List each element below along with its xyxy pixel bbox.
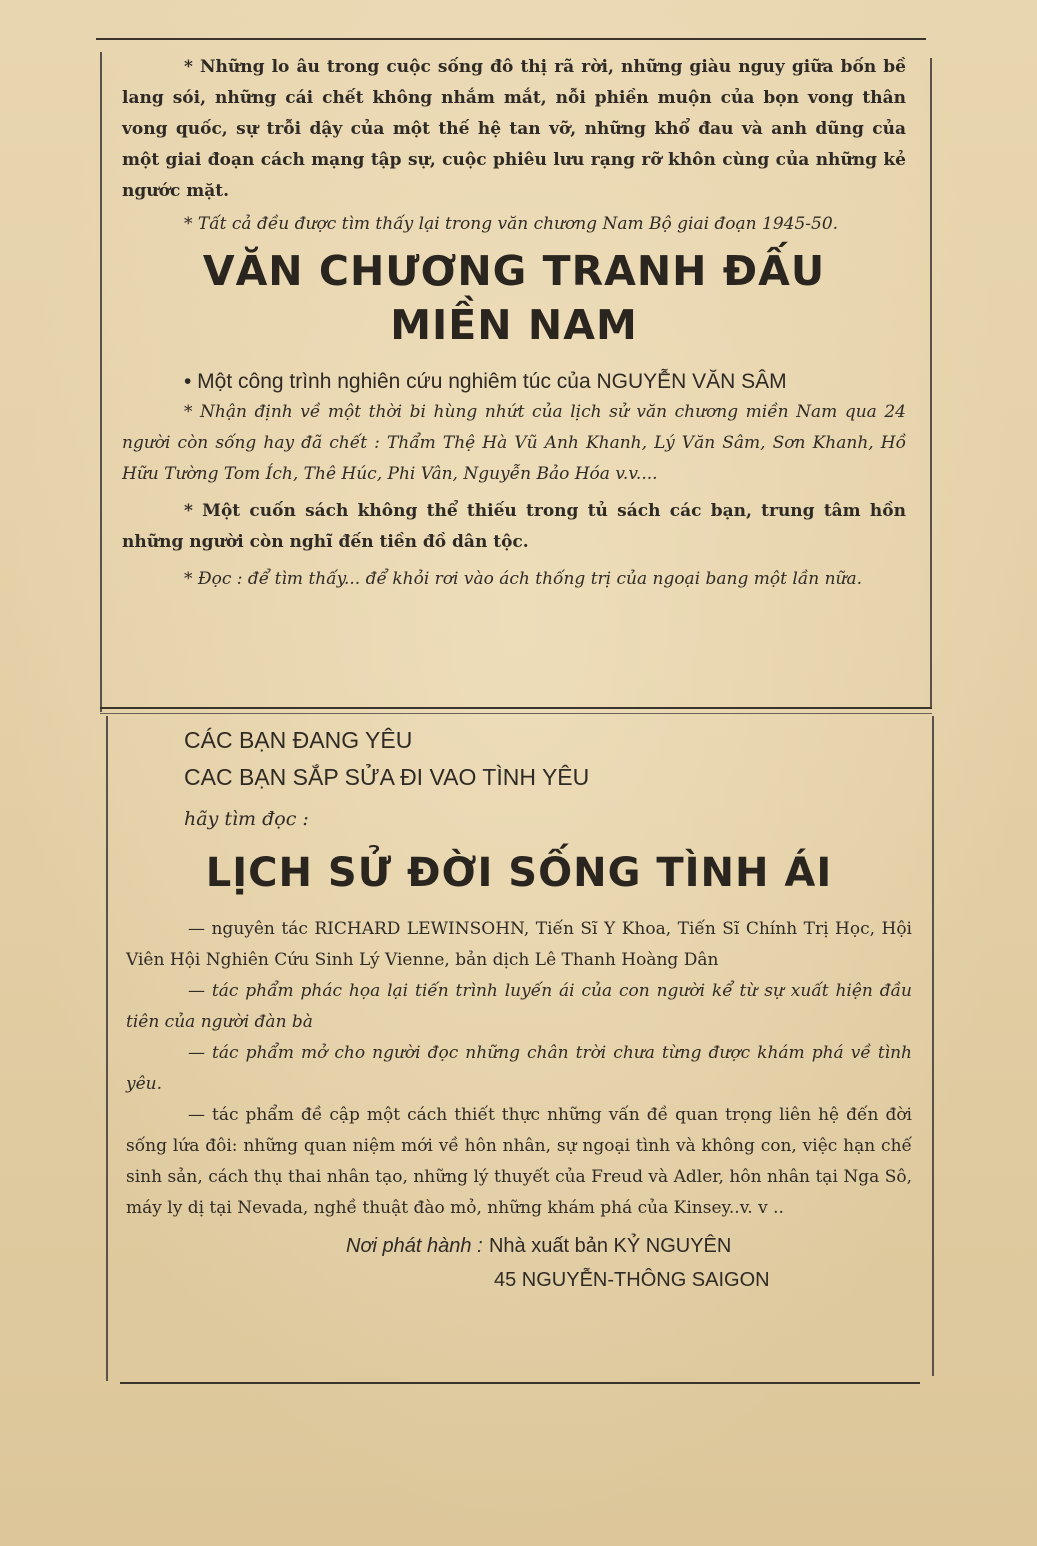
intro-paragraph: * Những lo âu trong cuộc sống đô thị rã rời, những giàu nguy giữa bốn bề lang sói, những cái chết không nhắm mắt, nỗi phiền muộn của bọn vong thân vong quốc, sự trỗi dậy của một thế hệ tan vỡ, những khổ đau và anh dũng của một giai đoạn cách mạng tập sự, cuộc phiêu lưu rạng rỡ khôn cùng của những kẻ ngước mặt. [122, 57, 906, 201]
description-line: * Nhận định về một thời bi hùng nhứt của lịch sử văn chương miền Nam qua 24 người còn sống hay đã chết : Thẩm Thệ Hà Vũ Anh Khanh, Lý Văn Sâm, Sơn Khanh, Hồ Hữu Tường Tom Ích, Thê Húc, Phi Vân, Nguyễn Bảo Hóa v.v.... [122, 402, 906, 484]
book-title-2: LỊCH SỬ ĐỜI SỐNG TÌNH ÁI [205, 850, 833, 896]
recommendation-line: * Một cuốn sách không thể thiếu trong tủ sách các bạn, trung tâm hồn những người còn nghĩ đến tiền đồ dân tộc. [122, 501, 906, 552]
left-border-lower [106, 716, 108, 1381]
book-title-1-line2: MIỀN NAM [390, 301, 638, 349]
top-rule [96, 38, 926, 40]
headline-2: CAC BẠN SẮP SỬA ĐI VAO TÌNH YÊU [184, 764, 590, 790]
left-border [100, 52, 102, 712]
book-title-1 [122, 244, 906, 352]
middle-rule-top [100, 707, 932, 709]
distributor-line [126, 1228, 912, 1263]
right-border [930, 58, 932, 708]
headline-1: CÁC BẠN ĐANG YÊU [184, 727, 413, 753]
middle-rule-bottom [100, 713, 932, 714]
author-line: • Một công trình nghiên cứu nghiêm túc của NGUYỄN VĂN SÂM [184, 370, 787, 393]
feature-1: — tác phẩm phác họa lại tiến trình luyến ái của con người kể từ sự xuất hiện đầu tiên của người đàn bà [126, 981, 912, 1032]
read-prompt: hãy tìm đọc : [184, 808, 309, 830]
feature-2: — tác phẩm mở cho người đọc những chân trời chưa từng được khám phá về tình yêu. [126, 1043, 912, 1094]
summary-line: * Tất cả đều được tìm thấy lại trong văn chương Nam Bộ giai đoạn 1945-50. [184, 214, 839, 234]
bottom-rule [120, 1382, 920, 1384]
book-title-1-line1: VĂN CHƯƠNG TRANH ĐẤU [202, 247, 826, 295]
feature-3: — tác phẩm đề cập một cách thiết thực những vấn đề quan trọng liên hệ đến đời sống lứa đôi: những quan niệm mới về hôn nhân, sự ngoại tình và không con, việc hạn chế sinh sản, cách thụ thai nhân tạo, những lý thuyết của Freud và Adler, hôn nhân tại Nga Sô, máy ly dị tại Nevada, nghề thuật đào mỏ, những khám phá của Kinsey..v. v .. [126, 1105, 912, 1218]
read-call-line: * Đọc : để tìm thấy... để khỏi rơi vào ách thống trị của ngoại bang một lần nữa. [184, 569, 863, 589]
address-line: 45 NGUYỄN-THÔNG SAIGON [494, 1269, 770, 1291]
right-border-lower [932, 716, 934, 1376]
origin-author-line: — nguyên tác RICHARD LEWINSOHN, Tiến Sĩ Y Khoa, Tiến Sĩ Chính Trị Học, Hội Viên Hội Nghiên Cứu Sinh Lý Vienne, bản dịch Lê Thanh Hoàng Dân [126, 919, 912, 970]
distributor-label: Nơi phát hành : [346, 1235, 483, 1257]
distributor-name: Nhà xuất bản KỶ NGUYÊN [488, 1235, 732, 1257]
section-lich-su [126, 722, 912, 1297]
section-van-chuong [122, 52, 906, 595]
